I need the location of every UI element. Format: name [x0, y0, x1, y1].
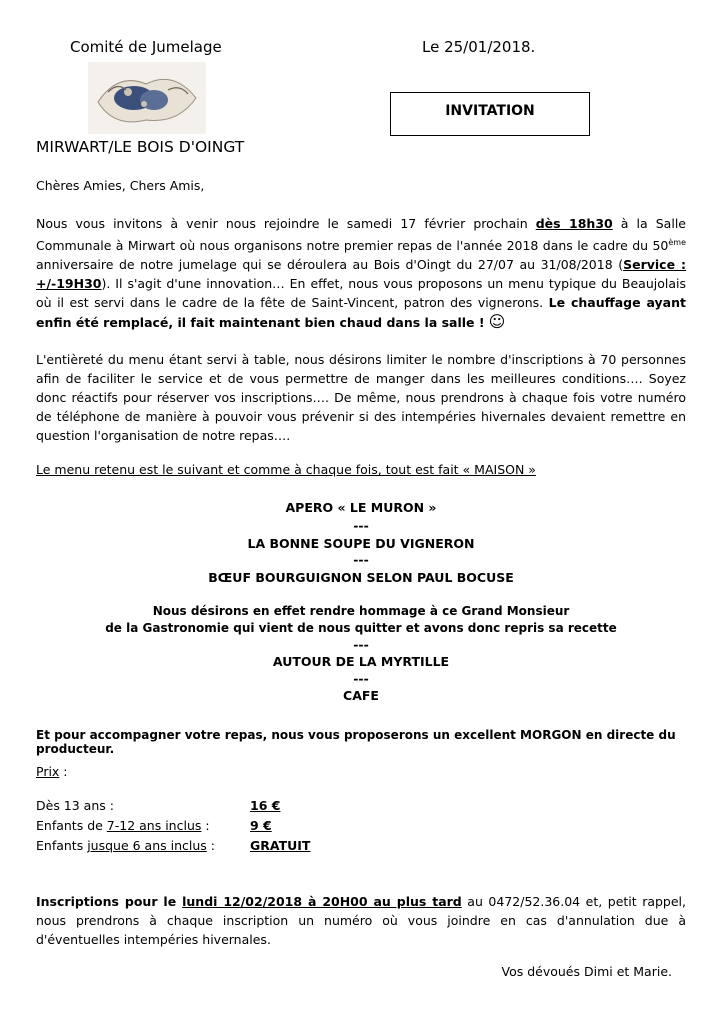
menu-item-main: BŒUF BOURGUIGNON SELON PAUL BOCUSE	[208, 570, 514, 585]
price-small-age: jusque 6 ans inclus	[87, 838, 207, 853]
p1-text-f: ). Il s'agit d'une innovation… En effet, nous vous proposons un menu typique du Beaujolais où il est servi dans le cadre de la fête de Saint-Vincent, patron des vignerons.	[36, 276, 686, 311]
menu-item-apero: APERO « LE MURON »	[285, 500, 437, 515]
paragraph-limits: L'entièreté du menu étant servi à table, nous désirons limiter le nombre d'inscriptions à 70 personnes afin de faciliter le service et de vous permettre de manger dans les meilleures conditions…. Soyez donc réactifs pour réserver vos inscriptions…. De même, nous prendrons à chaque fois votre numéro de téléphone de manière à pouvoir vous prévenir si des intempéries hivernales devaient remettre en question l'organisation de notre repas….	[36, 352, 686, 443]
registration-deadline: lundi 12/02/2018 à 20H00 au plus tard	[182, 894, 462, 909]
smiley-icon: ☺	[488, 312, 506, 332]
greeting: Chères Amies, Chers Amis,	[36, 178, 205, 193]
signature: Vos dévoués Dimi et Marie.	[501, 964, 672, 979]
price-row-adult-value: 16 €	[250, 798, 281, 813]
service-time: Service : +/-19H30	[36, 257, 686, 292]
wine-note: Et pour accompagner votre repas, nous vous proposerons un excellent MORGON en directe du producteur.	[36, 728, 676, 756]
menu-intro: Le menu retenu est le suivant et comme à chaque fois, tout est fait « MAISON »	[36, 462, 536, 477]
price-row-small-value: GRATUIT	[250, 838, 311, 853]
price-child-age: 7-12 ans inclus	[106, 818, 202, 833]
heating-note: Le chauffage ayant enfin été remplacé, il fait maintenant bien chaud dans la salle !	[36, 295, 686, 331]
menu-note-line2: de la Gastronomie qui vient de nous quitter et avons donc repris sa recette	[105, 621, 617, 635]
logo-image	[88, 62, 206, 134]
price-small-colon: :	[206, 838, 215, 853]
price-heading	[36, 764, 68, 779]
invitation-box	[390, 92, 590, 136]
registration-paragraph	[36, 892, 686, 949]
start-time: dès 18h30	[535, 216, 613, 231]
towns-heading: MIRWART/LE BOIS D'OINGT	[36, 138, 245, 156]
organization-name: Comité de Jumelage	[70, 38, 222, 56]
p1-sup: ème	[668, 238, 686, 247]
menu-note-line1: Nous désirons en effet rendre hommage à ce Grand Monsieur	[152, 604, 570, 618]
price-row-child-value: 9 €	[250, 818, 272, 833]
invitation-title: INVITATION	[445, 103, 535, 119]
menu-item-coffee: CAFE	[343, 688, 379, 703]
p1-text-d: anniversaire de notre jumelage qui se déroulera au Bois d'Oingt du 27/07 au 31/08/2018 (	[36, 257, 624, 273]
price-child-text: Enfants de	[36, 818, 107, 833]
registration-lead: Inscriptions pour le	[36, 894, 183, 909]
document-date: Le 25/01/2018.	[422, 38, 536, 56]
menu-separator: ---	[353, 637, 369, 652]
price-row-adult-label: Dès 13 ans :	[36, 798, 114, 813]
p1-text-a: Nous vous invitons à venir nous rejoindre le samedi 17 février prochain	[36, 216, 536, 231]
menu-item-dessert: AUTOUR DE LA MYRTILLE	[272, 654, 450, 669]
price-row-small-label	[36, 838, 215, 853]
price-colon: :	[59, 764, 68, 779]
price-small-text: Enfants	[36, 838, 88, 853]
price-label: Prix	[36, 764, 60, 779]
paragraph-intro	[36, 214, 686, 332]
menu-separator: ---	[353, 552, 369, 567]
registration-text: au 0472/52.36.04 et, petit rappel, nous prendrons à chaque inscription un numéro où vous joindre en cas d'annulation due à d'éventuelles intempéries hivernales.	[36, 894, 687, 947]
menu-item-soup: LA BONNE SOUPE DU VIGNERON	[247, 536, 475, 551]
price-row-child-label	[36, 818, 210, 833]
p1-text-c: à la Salle Communale à Mirwart où nous organisons notre premier repas de l'année 2018 dans le cadre du 50	[36, 216, 686, 254]
menu-separator: ---	[353, 518, 369, 533]
menu-separator: ---	[353, 671, 369, 686]
price-child-colon: :	[201, 818, 210, 833]
